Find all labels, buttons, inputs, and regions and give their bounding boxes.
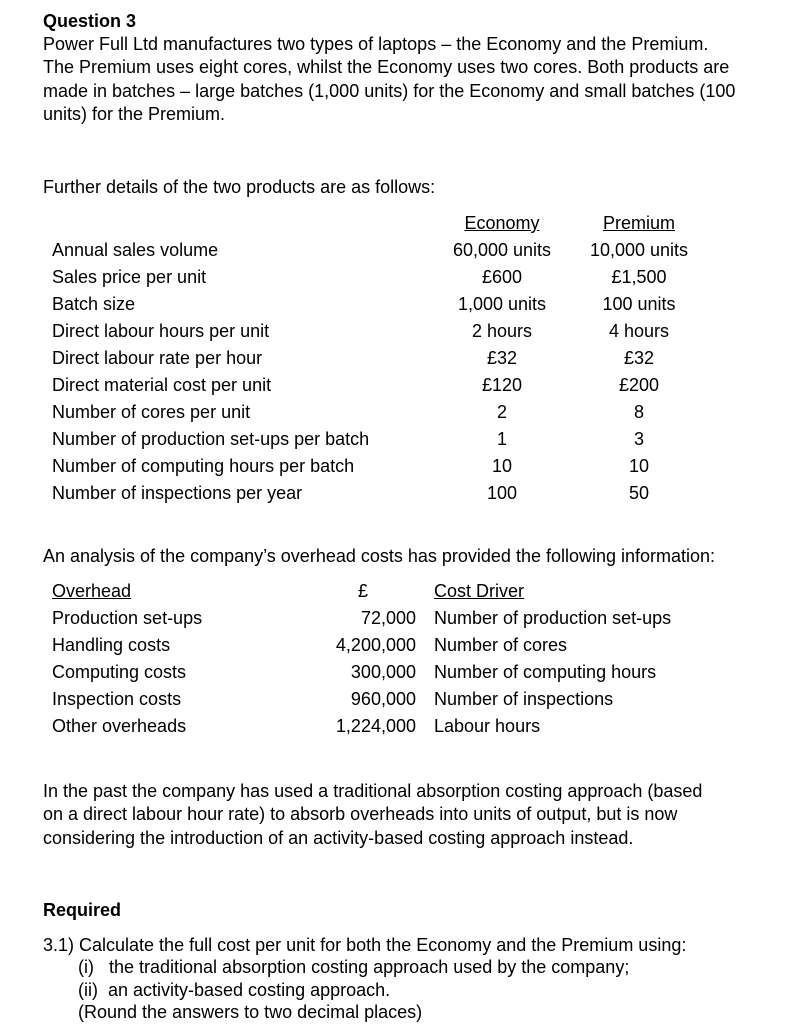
context-line: In the past the company has used a traditional absorption costing approach (based: [43, 781, 703, 801]
header-economy: Economy: [464, 213, 540, 233]
row-label: Direct labour rate per hour: [52, 348, 263, 368]
premium-value: £1,500: [611, 267, 667, 287]
premium-value: 3: [633, 429, 644, 449]
economy-value: 2: [496, 402, 507, 422]
overheads-header-row: [52, 580, 752, 607]
required-sub-item: (Round the answers to two decimal places): [78, 1001, 423, 1022]
overhead-amount: 960,000: [350, 689, 416, 709]
overhead-driver: Number of cores: [434, 635, 568, 655]
row-label: Annual sales volume: [52, 240, 219, 260]
table-row: [52, 293, 752, 320]
table-row: [52, 374, 752, 401]
overhead-driver: Labour hours: [434, 716, 541, 736]
premium-value: £32: [623, 348, 655, 368]
table-row: [52, 428, 752, 455]
overhead-driver: Number of production set-ups: [434, 608, 672, 628]
header-amount: £: [358, 581, 369, 601]
intro-line: made in batches – large batches (1,000 units) for the Economy and small batches (100: [43, 80, 736, 101]
overheads-lead-in: An analysis of the company’s overhead costs has provided the following information:: [43, 546, 716, 566]
required-sub-item: (i) the traditional absorption costing approach used by the company;: [78, 957, 630, 978]
premium-value: 10: [628, 456, 650, 476]
intro-line: Power Full Ltd manufactures two types of laptops – the Economy and the Premium.: [43, 34, 709, 54]
context-line: considering the introduction of an activity-based costing approach instead.: [43, 827, 634, 848]
overhead-amount: 1,224,000: [335, 716, 416, 736]
row-label: Number of computing hours per batch: [52, 456, 355, 476]
overhead-name: Handling costs: [52, 635, 171, 655]
table-row: [52, 688, 752, 715]
premium-value: 4 hours: [608, 321, 670, 341]
premium-value: 50: [628, 483, 650, 503]
economy-value: 1: [496, 429, 507, 449]
overhead-amount: 4,200,000: [335, 635, 416, 655]
overhead-name: Other overheads: [52, 716, 187, 736]
overhead-driver: Number of inspections: [434, 689, 614, 709]
row-label: Direct material cost per unit: [52, 375, 272, 395]
table-row: [52, 320, 752, 347]
table-row: [52, 661, 752, 688]
row-label: Number of cores per unit: [52, 402, 251, 422]
row-label: Number of inspections per year: [52, 483, 303, 503]
economy-value: £120: [481, 375, 523, 395]
context-paragraph: [43, 780, 773, 850]
overhead-driver: Number of computing hours: [434, 662, 657, 682]
header-premium: Premium: [602, 213, 675, 233]
required-sub-item: (ii) an activity-based costing approach.: [78, 979, 391, 1000]
premium-value: £200: [618, 375, 660, 395]
header-overhead: Overhead: [52, 581, 132, 601]
intro-line: The Premium uses eight cores, whilst the Economy uses two cores. Both products are: [43, 57, 730, 78]
row-label: Number of production set-ups per batch: [52, 429, 370, 449]
question-title: Question 3: [43, 11, 137, 31]
economy-value: 100: [486, 483, 518, 503]
intro-line: units) for the Premium.: [43, 103, 226, 124]
overhead-amount: 300,000: [350, 662, 416, 682]
table-row: [52, 607, 752, 634]
table-row: [52, 634, 752, 661]
required-item: 3.1) Calculate the full cost per unit for both the Economy and the Premium using:: [43, 935, 687, 955]
table-row: [52, 266, 752, 293]
question-intro: [43, 33, 773, 126]
economy-value: 10: [491, 456, 513, 476]
products-header-row: [52, 212, 752, 239]
economy-value: £600: [481, 267, 523, 287]
table-row: [52, 482, 752, 509]
overhead-name: Inspection costs: [52, 689, 182, 709]
row-label: Batch size: [52, 294, 136, 314]
row-label: Sales price per unit: [52, 267, 207, 287]
products-lead-in: Further details of the two products are as follows:: [43, 177, 436, 197]
required-list: [43, 934, 773, 1023]
economy-value: £32: [486, 348, 518, 368]
header-cost-driver: Cost Driver: [434, 581, 525, 601]
table-row: [52, 715, 752, 742]
overhead-name: Computing costs: [52, 662, 187, 682]
economy-value: 60,000 units: [452, 240, 552, 260]
table-row: [52, 455, 752, 482]
overhead-amount: 72,000: [360, 608, 416, 628]
table-row: [52, 347, 752, 374]
economy-value: 1,000 units: [457, 294, 547, 314]
table-row: [52, 401, 752, 428]
premium-value: 10,000 units: [589, 240, 689, 260]
required-title: Required: [43, 900, 122, 920]
overhead-name: Production set-ups: [52, 608, 203, 628]
economy-value: 2 hours: [471, 321, 533, 341]
row-label: Direct labour hours per unit: [52, 321, 270, 341]
premium-value: 8: [633, 402, 644, 422]
table-row: [52, 239, 752, 266]
premium-value: 100 units: [602, 294, 676, 314]
context-line: on a direct labour hour rate) to absorb overheads into units of output, but is now: [43, 804, 678, 825]
